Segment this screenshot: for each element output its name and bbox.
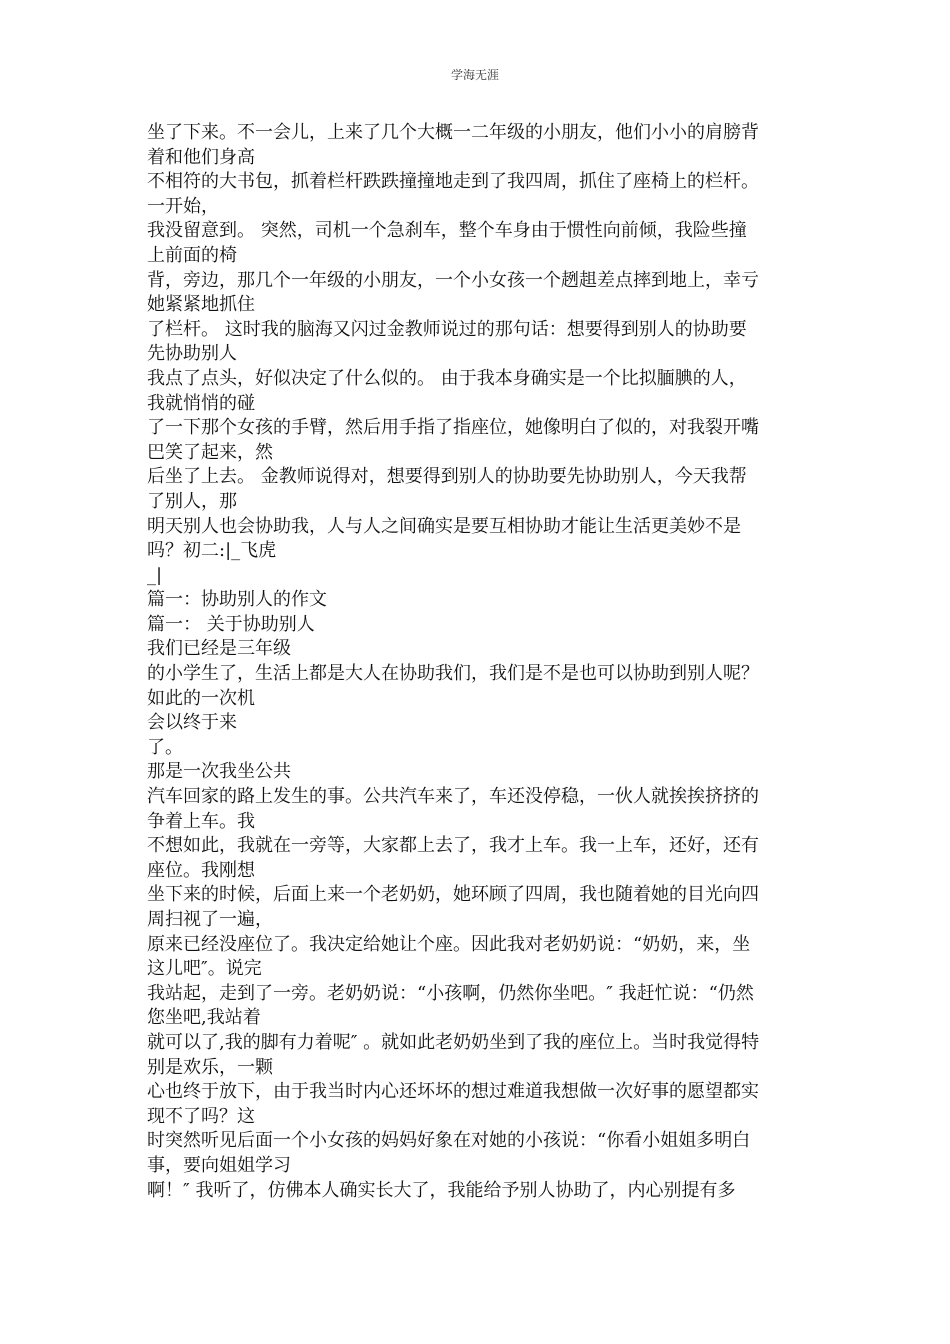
text-line: 坐下来的时候，后面上来一个老奶奶，她环顾了四周，我也随着她的目光向四	[147, 884, 759, 906]
text-line: 原来已经没座位了。我决定给她让个座。因此我对老奶奶说：“奶奶，来，坐	[147, 933, 751, 955]
text-line: 了。	[147, 736, 183, 758]
text-line: 您坐吧,我站着	[147, 1007, 261, 1029]
page-header: 学海无涯	[450, 68, 499, 82]
text-line: 明天别人也会协助我，人与人之间确实是要互相协助才能让生活更美妙不是	[147, 515, 741, 537]
section-heading: 篇一： 关于协助别人	[147, 613, 315, 635]
text-line: 啊！″ 我听了，仿佛本人确实长大了，我能给予别人协助了，内心别提有多	[147, 1179, 736, 1201]
text-line: 这儿吧″。说完	[147, 958, 262, 980]
text-line: 后坐了上去。 金教师说得对，想要得到别人的协助要先协助别人，今天我帮	[147, 466, 747, 488]
text-line: 她紧紧地抓住	[147, 294, 255, 316]
text-line: 背，旁边，那几个一年级的小朋友，一个小女孩一个趔趄差点摔到地上，幸亏	[147, 269, 759, 291]
text-line: 我点了点头，好似决定了什么似的。 由于我本身确实是一个比拟腼腆的人，	[147, 367, 747, 389]
text-line: 座位。我刚想	[147, 859, 255, 881]
text-line: 先协助别人	[147, 343, 237, 365]
text-line: 我没留意到。 突然，司机一个急刹车，整个车身由于惯性向前倾，我险些撞	[147, 220, 747, 242]
text-line: 我站起，走到了一旁。老奶奶说：“小孩啊，仍然你坐吧。″ 我赶忙说：“仍然	[147, 982, 754, 1004]
text-line: 那是一次我坐公共	[147, 761, 291, 783]
text-line: 了栏杆。 这时我的脑海又闪过金教师说过的那句话：想要得到别人的协助要	[147, 318, 747, 340]
text-line: 时突然听见后面一个小女孩的妈妈好象在对她的小孩说：“你看小姐姐多明白	[147, 1130, 751, 1152]
text-line: 吗？初二:|_飞虎	[147, 540, 277, 562]
text-line: 一开始，	[147, 195, 219, 217]
text-line: 着和他们身高	[147, 146, 255, 168]
text-line: 事，要向姐姐学习	[147, 1154, 291, 1176]
text-line: _|	[147, 564, 163, 586]
text-line: 现不了吗？这	[147, 1105, 255, 1127]
text-line: 汽车回家的路上发生的事。公共汽车来了，车还没停稳，一伙人就挨挨挤挤的	[147, 786, 759, 808]
text-line: 别是欢乐，一颗	[147, 1056, 273, 1078]
text-line: 上前面的椅	[147, 244, 237, 266]
text-line: 就可以了,我的脚有力着呢″ 。就如此老奶奶坐到了我的座位上。当时我觉得特	[147, 1031, 760, 1053]
text-line: 不相符的大书包，抓着栏杆跌跌撞撞地走到了我四周，抓住了座椅上的栏杆。	[147, 171, 759, 193]
text-line: 巴笑了起来，然	[147, 441, 273, 463]
text-line: 心也终于放下，由于我当时内心还坏坏的想过难道我想做一次好事的愿望都实	[147, 1081, 759, 1103]
text-line: 我就悄悄的碰	[147, 392, 255, 414]
text-line: 了一下那个女孩的手臂，然后用手指了指座位，她像明白了似的，对我裂开嘴	[147, 417, 759, 439]
text-line: 如此的一次机	[147, 687, 255, 709]
text-line: 会以终于来	[147, 712, 237, 734]
text-line: 坐了下来。不一会儿，上来了几个大概一二年级的小朋友，他们小小的肩膀背	[147, 122, 759, 143]
text-line: 我们已经是三年级	[147, 638, 291, 660]
text-line: 周扫视了一遍，	[147, 909, 273, 930]
text-line: 了别人，那	[147, 490, 237, 512]
text-line: 争着上车。我	[147, 810, 255, 832]
section-heading: 篇一：协助别人的作文	[147, 589, 327, 611]
text-line: 不想如此，我就在一旁等，大家都上去了，我才上车。我一上车，还好，还有	[147, 835, 759, 857]
text-line: 的小学生了，生活上都是大人在协助我们，我们是不是也可以协助到别人呢？	[147, 663, 759, 685]
document-body	[147, 121, 807, 1203]
